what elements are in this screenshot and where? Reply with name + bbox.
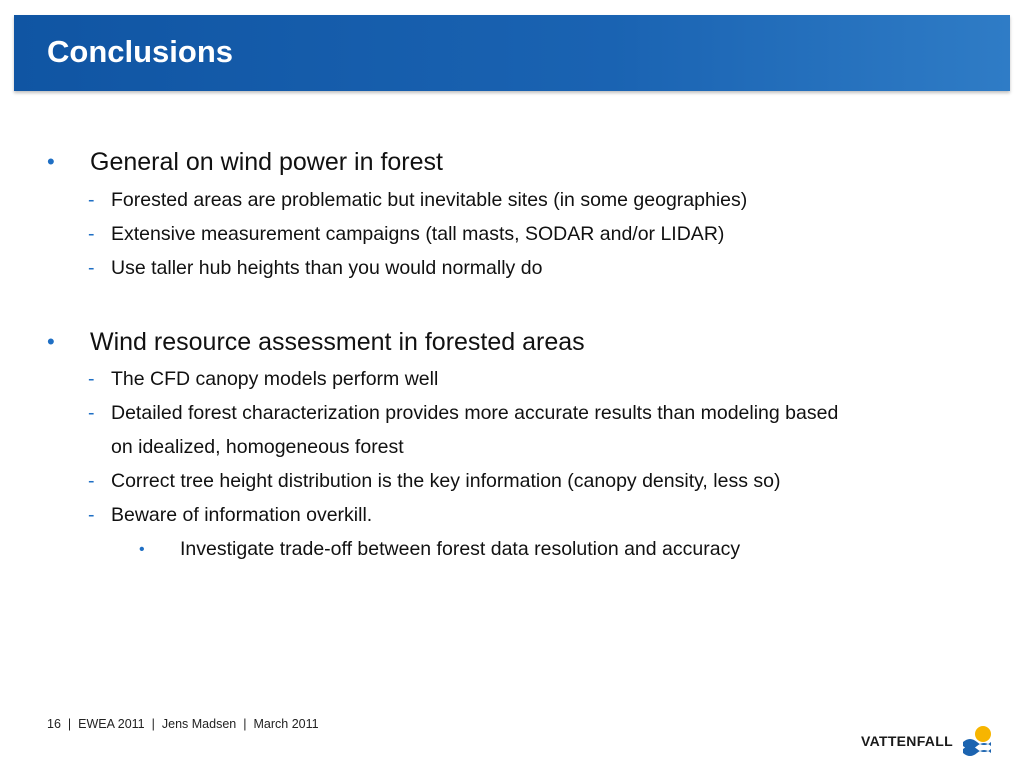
page-number: 16 — [47, 717, 61, 731]
section-heading: Wind resource assessment in forested areas — [90, 328, 585, 356]
list-item: Beware of information overkill. — [111, 504, 373, 526]
sub-list-item: Investigate trade-off between forest data resolution and accuracy — [180, 538, 741, 560]
footer-separator: | — [151, 717, 155, 731]
title-bar — [14, 15, 1010, 91]
dash-icon: - — [88, 368, 95, 390]
list-item: Correct tree height distribution is the key information (canopy density, less so) — [111, 470, 781, 492]
footer-author: Jens Madsen — [161, 717, 237, 731]
dash-icon: - — [88, 470, 95, 492]
dash-icon: - — [88, 402, 95, 424]
bullet-icon: • — [47, 329, 55, 354]
footer-date: March 2011 — [253, 717, 319, 731]
list-item: Use taller hub heights than you would normally do — [111, 257, 543, 279]
bullet-icon: • — [47, 149, 55, 174]
logo-text: VATTENFALL — [861, 733, 953, 749]
list-item: Extensive measurement campaigns (tall masts, SODAR and/or LIDAR) — [111, 223, 725, 245]
footer — [47, 716, 319, 732]
dash-icon: - — [88, 223, 95, 245]
dash-icon: - — [88, 257, 95, 279]
list-item: Detailed forest characterization provides more accurate results than modeling based — [111, 402, 839, 424]
slide-title: Conclusions — [47, 34, 234, 69]
sub-bullet-icon: • — [139, 541, 145, 558]
list-item: Forested areas are problematic but inevitable sites (in some geographies) — [111, 189, 748, 211]
list-item: The CFD canopy models perform well — [111, 368, 439, 390]
section-heading: General on wind power in forest — [90, 148, 443, 176]
list-item-continuation: on idealized, homogeneous forest — [111, 436, 404, 458]
vattenfall-wave-sun-icon — [961, 722, 995, 756]
dash-icon: - — [88, 189, 95, 211]
footer-separator: | — [67, 717, 72, 731]
footer-event: EWEA 2011 — [78, 717, 145, 731]
footer-separator: | — [243, 717, 247, 731]
dash-icon: - — [88, 504, 95, 526]
vattenfall-logo — [861, 722, 996, 758]
